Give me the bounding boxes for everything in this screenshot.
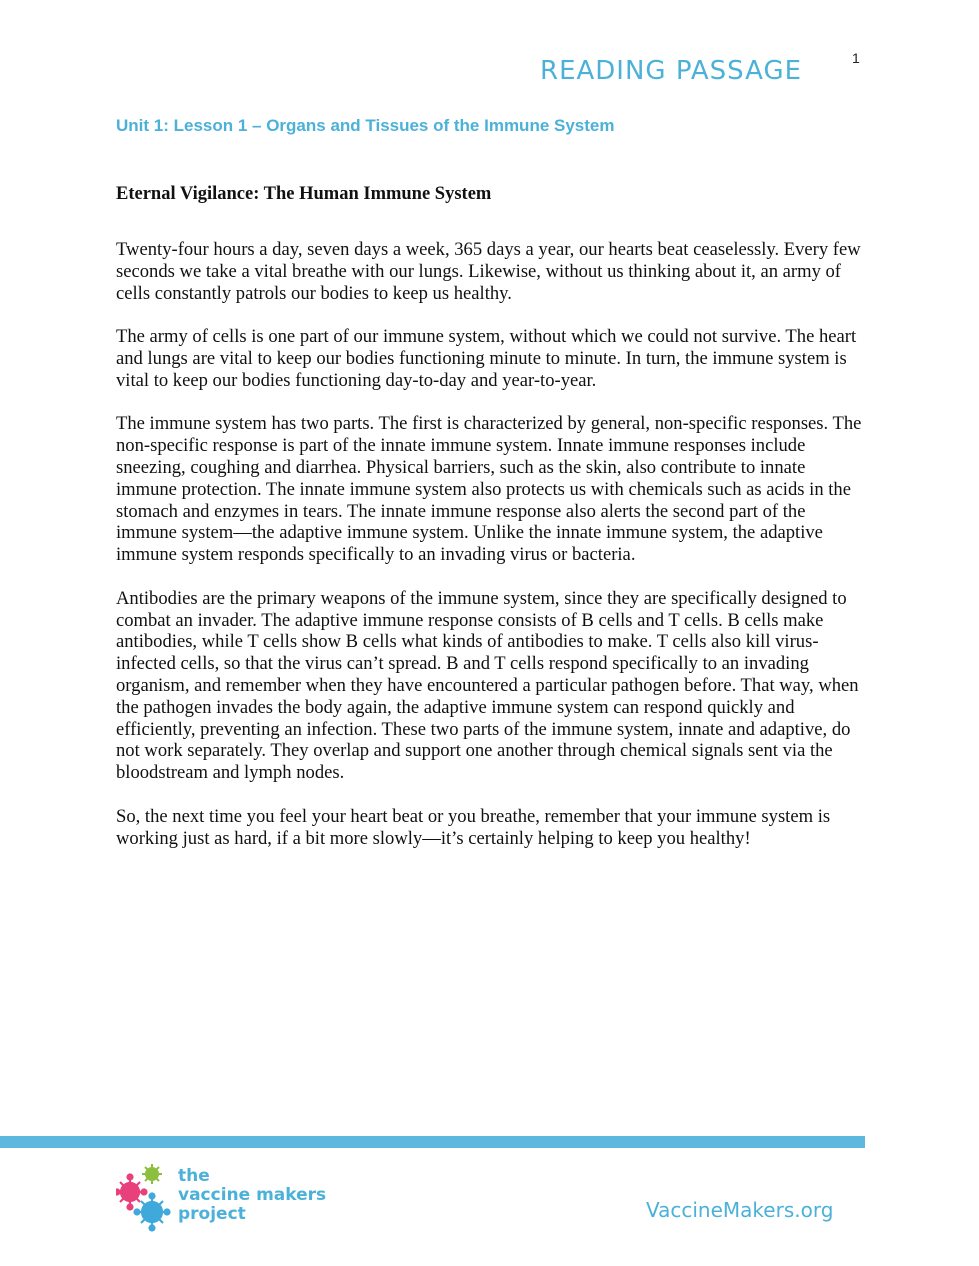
- logo-line: project: [178, 1204, 246, 1224]
- logo-line: vaccine makers: [178, 1185, 327, 1205]
- paragraph: So, the next time you feel your heart beat or you breathe, remember that your immune system is working just as hard, if a bit more slowly—it’s certainly helping to keep you healthy!: [116, 805, 831, 849]
- article-body: [116, 239, 868, 871]
- paragraph: Antibodies are the primary weapons of the immune system, since they are specifically designed to combat an invader. The adaptive immune response consists of B cells and T cells. B cells make antibodies, while T cells show B cells what kinds of antibodies to make. T cells also kill virus-infected cells, so that the virus can’t spread. B and T cells respond specifically to an invading organism, and remember when they have encountered a particular pathogen before. That way, when the pathogen invades the body again, the adaptive immune system can respond quickly and efficiently, preventing an infection. These two parts of the immune system, innate and adaptive, do not work separately. They overlap and support one another through chemical signals sent via the bloodstream and lymph nodes.: [116, 587, 859, 784]
- vaccine-makers-logo: [116, 1162, 356, 1234]
- paragraph: Twenty-four hours a day, seven days a week, 365 days a year, our hearts beat ceaselessly. Every few seconds we take a vital breathe with our lungs. Likewise, without us thinking about it, an army of cells constantly patrols our bodies to keep us healthy.: [116, 239, 861, 304]
- article-title: Eternal Vigilance: The Human Immune System: [116, 184, 492, 204]
- paragraph: The immune system has two parts. The first is characterized by general, non-specific responses. The non-specific response is part of the innate immune system. Innate immune responses include sneezing, coughing and diarrhea. Physical barriers, such as the skin, also contribute to innate immune protection. The innate immune system also protects us with chemicals such as acids in the stomach and enzymes in tears. The innate immune response also alerts the second part of the immune system—the adaptive immune system. Unlike the innate immune system, the adaptive immune system responds specifically to an invading virus or bacteria.: [116, 413, 862, 566]
- page-number: 1: [852, 50, 860, 66]
- paragraph: The army of cells is one part of our immune system, without which we could not survive. The heart and lungs are vital to keep our bodies functioning minute to minute. In turn, the immune system is vital to keep our bodies functioning day-to-day and year-to-year.: [116, 326, 857, 391]
- virus-cluster-icon: [116, 1162, 176, 1234]
- lesson-title: Unit 1: Lesson 1 – Organs and Tissues of the Immune System: [116, 116, 615, 135]
- logo-wordmark: [178, 1167, 326, 1224]
- logo-line: the: [178, 1166, 210, 1186]
- footer-bar: [0, 1136, 865, 1148]
- site-url: VaccineMakers.org: [646, 1198, 834, 1222]
- section-title: READING PASSAGE: [540, 56, 803, 86]
